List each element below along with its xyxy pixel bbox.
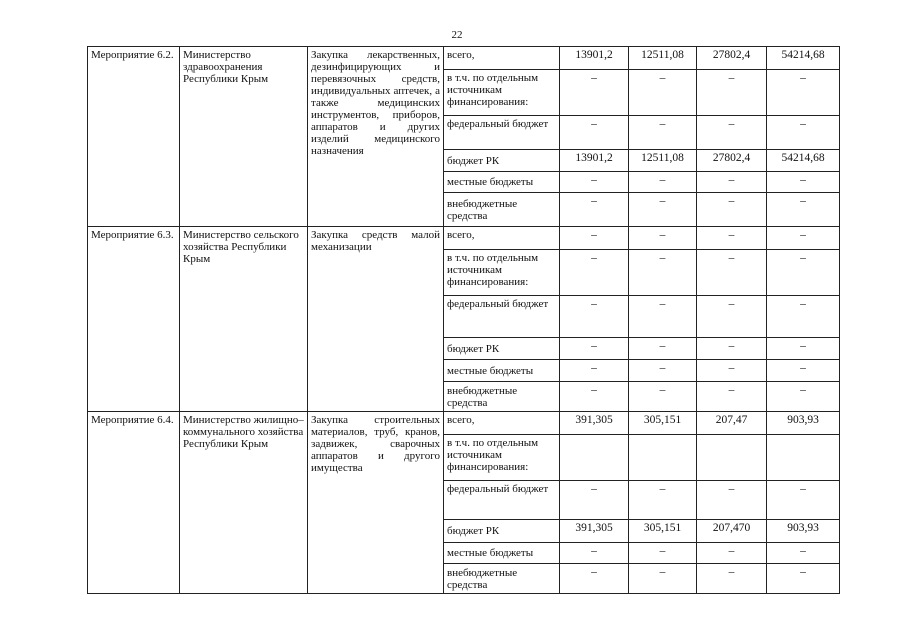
funding-source-federal: федеральный бюджет — [444, 116, 560, 150]
amount-cell: 27802,4 — [697, 47, 767, 70]
amount-cell: – — [629, 227, 697, 250]
amount-cell: 903,93 — [767, 412, 840, 435]
amount-cell: – — [629, 193, 697, 227]
amount-cell: – — [560, 543, 629, 564]
amount-cell: – — [560, 172, 629, 193]
amount-cell: – — [697, 543, 767, 564]
amount-cell: 13901,2 — [560, 150, 629, 172]
amount-cell: – — [560, 382, 629, 412]
amount-cell: 12511,08 — [629, 47, 697, 70]
amount-cell: 207,47 — [697, 412, 767, 435]
table-row — [88, 412, 840, 435]
amount-cell: – — [767, 193, 840, 227]
measure-name: Мероприятие 6.3. — [88, 227, 180, 412]
funding-source-total: всего, — [444, 412, 560, 435]
amount-cell: – — [697, 116, 767, 150]
amount-cell — [629, 435, 697, 481]
amount-cell: 903,93 — [767, 520, 840, 543]
amount-cell: 391,305 — [560, 412, 629, 435]
funding-source-extra: внебюджетные средства — [444, 193, 560, 227]
funding-source-including: в т.ч. по отдельным источникам финансирования: — [444, 435, 560, 481]
measure-description: Закупка лекарственных, дезинфицирующих и перевязочных средств, индивидуальных аптечек, а также медицинских инструментов, приборов, аппаратов и других изделий медицинского назначения — [308, 47, 444, 227]
funding-source-federal: федеральный бюджет — [444, 481, 560, 520]
amount-cell: 391,305 — [560, 520, 629, 543]
amount-cell: 12511,08 — [629, 150, 697, 172]
amount-cell: – — [560, 360, 629, 382]
funding-source-extra: внебюджетные средства — [444, 382, 560, 412]
amount-cell: – — [629, 70, 697, 116]
funding-source-federal: федеральный бюджет — [444, 296, 560, 338]
amount-cell: – — [560, 193, 629, 227]
amount-cell: – — [697, 338, 767, 360]
amount-cell: 305,151 — [629, 412, 697, 435]
amount-cell: – — [767, 250, 840, 296]
measure-name: Мероприятие 6.4. — [88, 412, 180, 594]
measure-executor: Министерство здравоохранения Республики Крым — [180, 47, 308, 227]
amount-cell: – — [629, 382, 697, 412]
amount-cell: – — [697, 481, 767, 520]
funding-source-local: местные бюджеты — [444, 172, 560, 193]
amount-cell: – — [697, 172, 767, 193]
funding-source-local: местные бюджеты — [444, 543, 560, 564]
amount-cell: – — [697, 193, 767, 227]
amount-cell: 13901,2 — [560, 47, 629, 70]
amount-cell: – — [697, 227, 767, 250]
funding-source-including: в т.ч. по отдельным источникам финансирования: — [444, 250, 560, 296]
funding-source-including: в т.ч. по отдельным источникам финансирования: — [444, 70, 560, 116]
amount-cell: – — [629, 296, 697, 338]
table-row — [88, 227, 840, 250]
measure-executor: Министерство сельского хозяйства Республики Крым — [180, 227, 308, 412]
table-row — [88, 47, 840, 70]
funding-source-rk: бюджет РК — [444, 520, 560, 543]
amount-cell: 54214,68 — [767, 47, 840, 70]
amount-cell: – — [629, 564, 697, 594]
measure-name: Мероприятие 6.2. — [88, 47, 180, 227]
amount-cell: 207,470 — [697, 520, 767, 543]
amount-cell: – — [629, 116, 697, 150]
funding-table — [87, 46, 840, 594]
amount-cell: – — [767, 382, 840, 412]
funding-source-local: местные бюджеты — [444, 360, 560, 382]
amount-cell: – — [560, 250, 629, 296]
amount-cell: – — [560, 481, 629, 520]
funding-source-extra: внебюджетные средства — [444, 564, 560, 594]
amount-cell: – — [697, 250, 767, 296]
amount-cell: – — [629, 250, 697, 296]
amount-cell: – — [767, 70, 840, 116]
amount-cell — [560, 435, 629, 481]
amount-cell: – — [767, 543, 840, 564]
amount-cell: – — [629, 360, 697, 382]
amount-cell — [697, 435, 767, 481]
measure-description: Закупка средств малой механизации — [308, 227, 444, 412]
amount-cell — [767, 435, 840, 481]
funding-source-total: всего, — [444, 227, 560, 250]
amount-cell: – — [767, 227, 840, 250]
amount-cell: – — [629, 543, 697, 564]
amount-cell: – — [767, 296, 840, 338]
amount-cell: – — [560, 227, 629, 250]
amount-cell: – — [767, 116, 840, 150]
amount-cell: – — [767, 564, 840, 594]
amount-cell: – — [697, 360, 767, 382]
amount-cell: – — [767, 338, 840, 360]
funding-source-total: всего, — [444, 47, 560, 70]
amount-cell: – — [697, 296, 767, 338]
amount-cell: 27802,4 — [697, 150, 767, 172]
amount-cell: – — [560, 564, 629, 594]
amount-cell: 54214,68 — [767, 150, 840, 172]
amount-cell: – — [697, 382, 767, 412]
amount-cell: – — [629, 338, 697, 360]
amount-cell: – — [629, 481, 697, 520]
amount-cell: – — [560, 70, 629, 116]
amount-cell: – — [560, 296, 629, 338]
funding-source-rk: бюджет РК — [444, 338, 560, 360]
amount-cell: – — [629, 172, 697, 193]
amount-cell: 305,151 — [629, 520, 697, 543]
funding-source-rk: бюджет РК — [444, 150, 560, 172]
amount-cell: – — [697, 564, 767, 594]
amount-cell: – — [560, 338, 629, 360]
amount-cell: – — [767, 172, 840, 193]
amount-cell: – — [767, 481, 840, 520]
measure-executor: Министерство жилищно–коммунального хозяйства Республики Крым — [180, 412, 308, 594]
amount-cell: – — [560, 116, 629, 150]
amount-cell: – — [697, 70, 767, 116]
page-number: 22 — [451, 29, 463, 41]
amount-cell: – — [767, 360, 840, 382]
measure-description: Закупка строительных материалов, труб, кранов, задвижек, сварочных аппаратов и другого имущества — [308, 412, 444, 594]
